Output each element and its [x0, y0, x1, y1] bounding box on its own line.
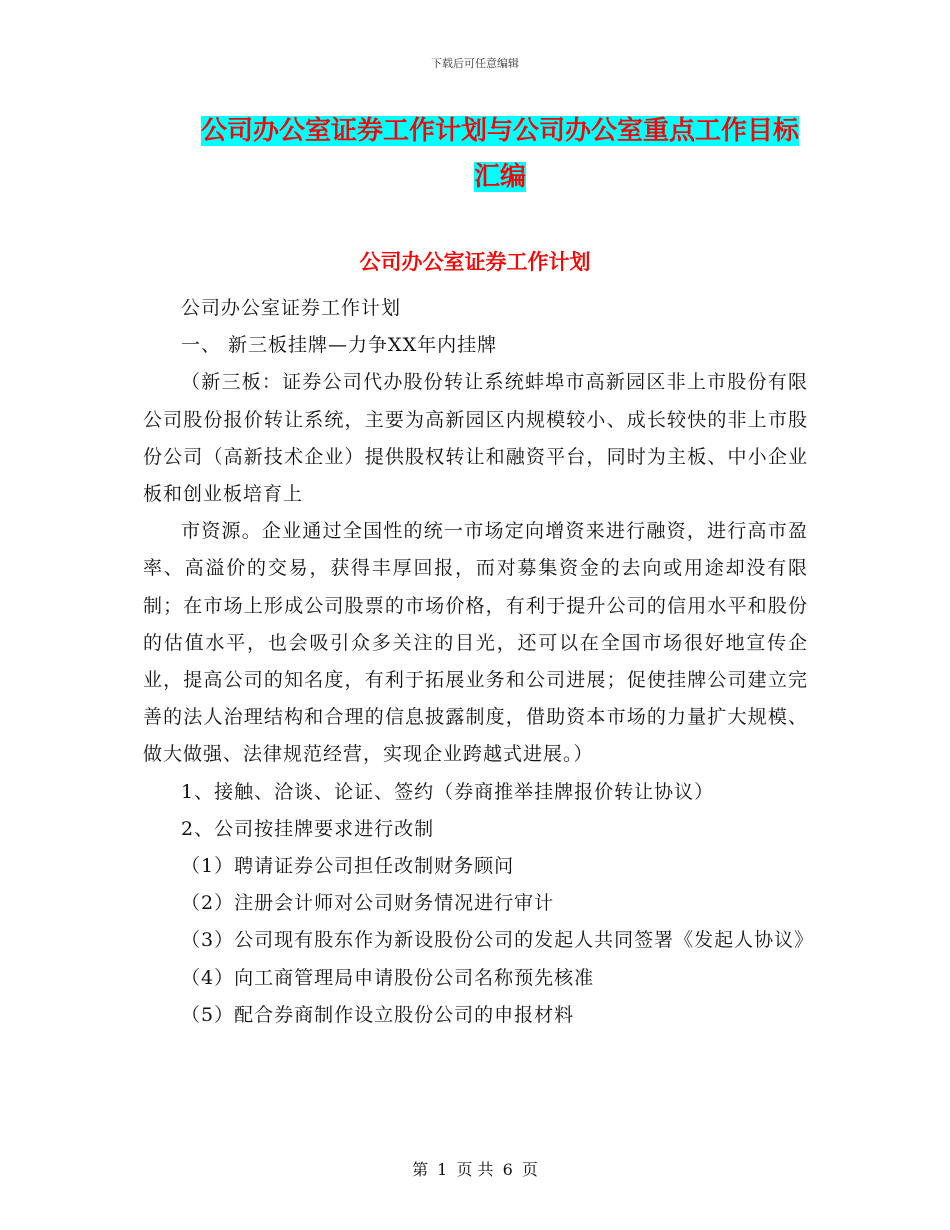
- paragraph: （3）公司现有股东作为新设股份公司的发起人共同签署《发起人协议》: [181, 929, 815, 952]
- paragraph: （4）向工商管理局申请股份公司名称预先核准: [181, 966, 595, 989]
- main-title: [175, 108, 825, 200]
- paragraph: 市资源。企业通过全国性的统一市场定向增资来进行融资，进行高市盈率、高溢价的交易，获得丰厚回报，而对募集资金的去向或用途却没有限制；在市场上形成公司股票的市场价格，有利于提升公司的信用水平和股份的估值水平，也会吸引众多关注的目光，还可以在全国市场很好地宣传企业，提高公司的知名度，有利于拓展业务和公司进展；促使挂牌公司建立完善的法人治理结构和合理的信息披露制度，借助资本市场的力量扩大规模、做大做强、法律规范经营，实现企业跨越式进展。）: [143, 520, 808, 766]
- paragraph: （5）配合券商制作设立股份公司的申报材料: [181, 1003, 575, 1026]
- footer-prefix: 第: [412, 1160, 429, 1179]
- main-title-line-2: 汇编: [473, 162, 526, 192]
- page-footer: [0, 1157, 950, 1180]
- paragraph: （2）注册会计师对公司财务情况进行审计: [181, 892, 555, 915]
- section-title: 公司办公室证券工作计划: [359, 250, 591, 274]
- footer-page-number: 1: [437, 1160, 448, 1179]
- paragraph: 1、接触、洽谈、论证、签约（券商推举挂牌报价转让协议）: [181, 780, 715, 803]
- document-body: [143, 290, 815, 1034]
- paragraph: 一、 新三板挂牌—力争XX年内挂牌: [181, 334, 498, 357]
- footer-middle: 页 共: [456, 1160, 494, 1179]
- paragraph: 2、公司按挂牌要求进行改制: [181, 817, 435, 840]
- paragraph: （1）聘请证券公司担任改制财务顾问: [181, 855, 515, 878]
- main-title-line-1: 公司办公室证券工作计划与公司办公室重点工作目标: [200, 116, 799, 146]
- footer-total-pages: 6: [502, 1160, 513, 1179]
- footer-suffix: 页: [521, 1160, 538, 1179]
- paragraph: 公司办公室证券工作计划: [181, 297, 402, 319]
- paragraph: （新三板：证券公司代办股份转让系统蚌埠市高新园区非上市股份有限公司股份报价转让系统，主要为高新园区内规模较小、成长较快的非上市股份公司（高新技术企业）提供股权转让和融资平台，同时为主板、中小企业板和创业板培育上: [143, 371, 808, 506]
- header-note: 下载后可任意编辑: [431, 57, 519, 70]
